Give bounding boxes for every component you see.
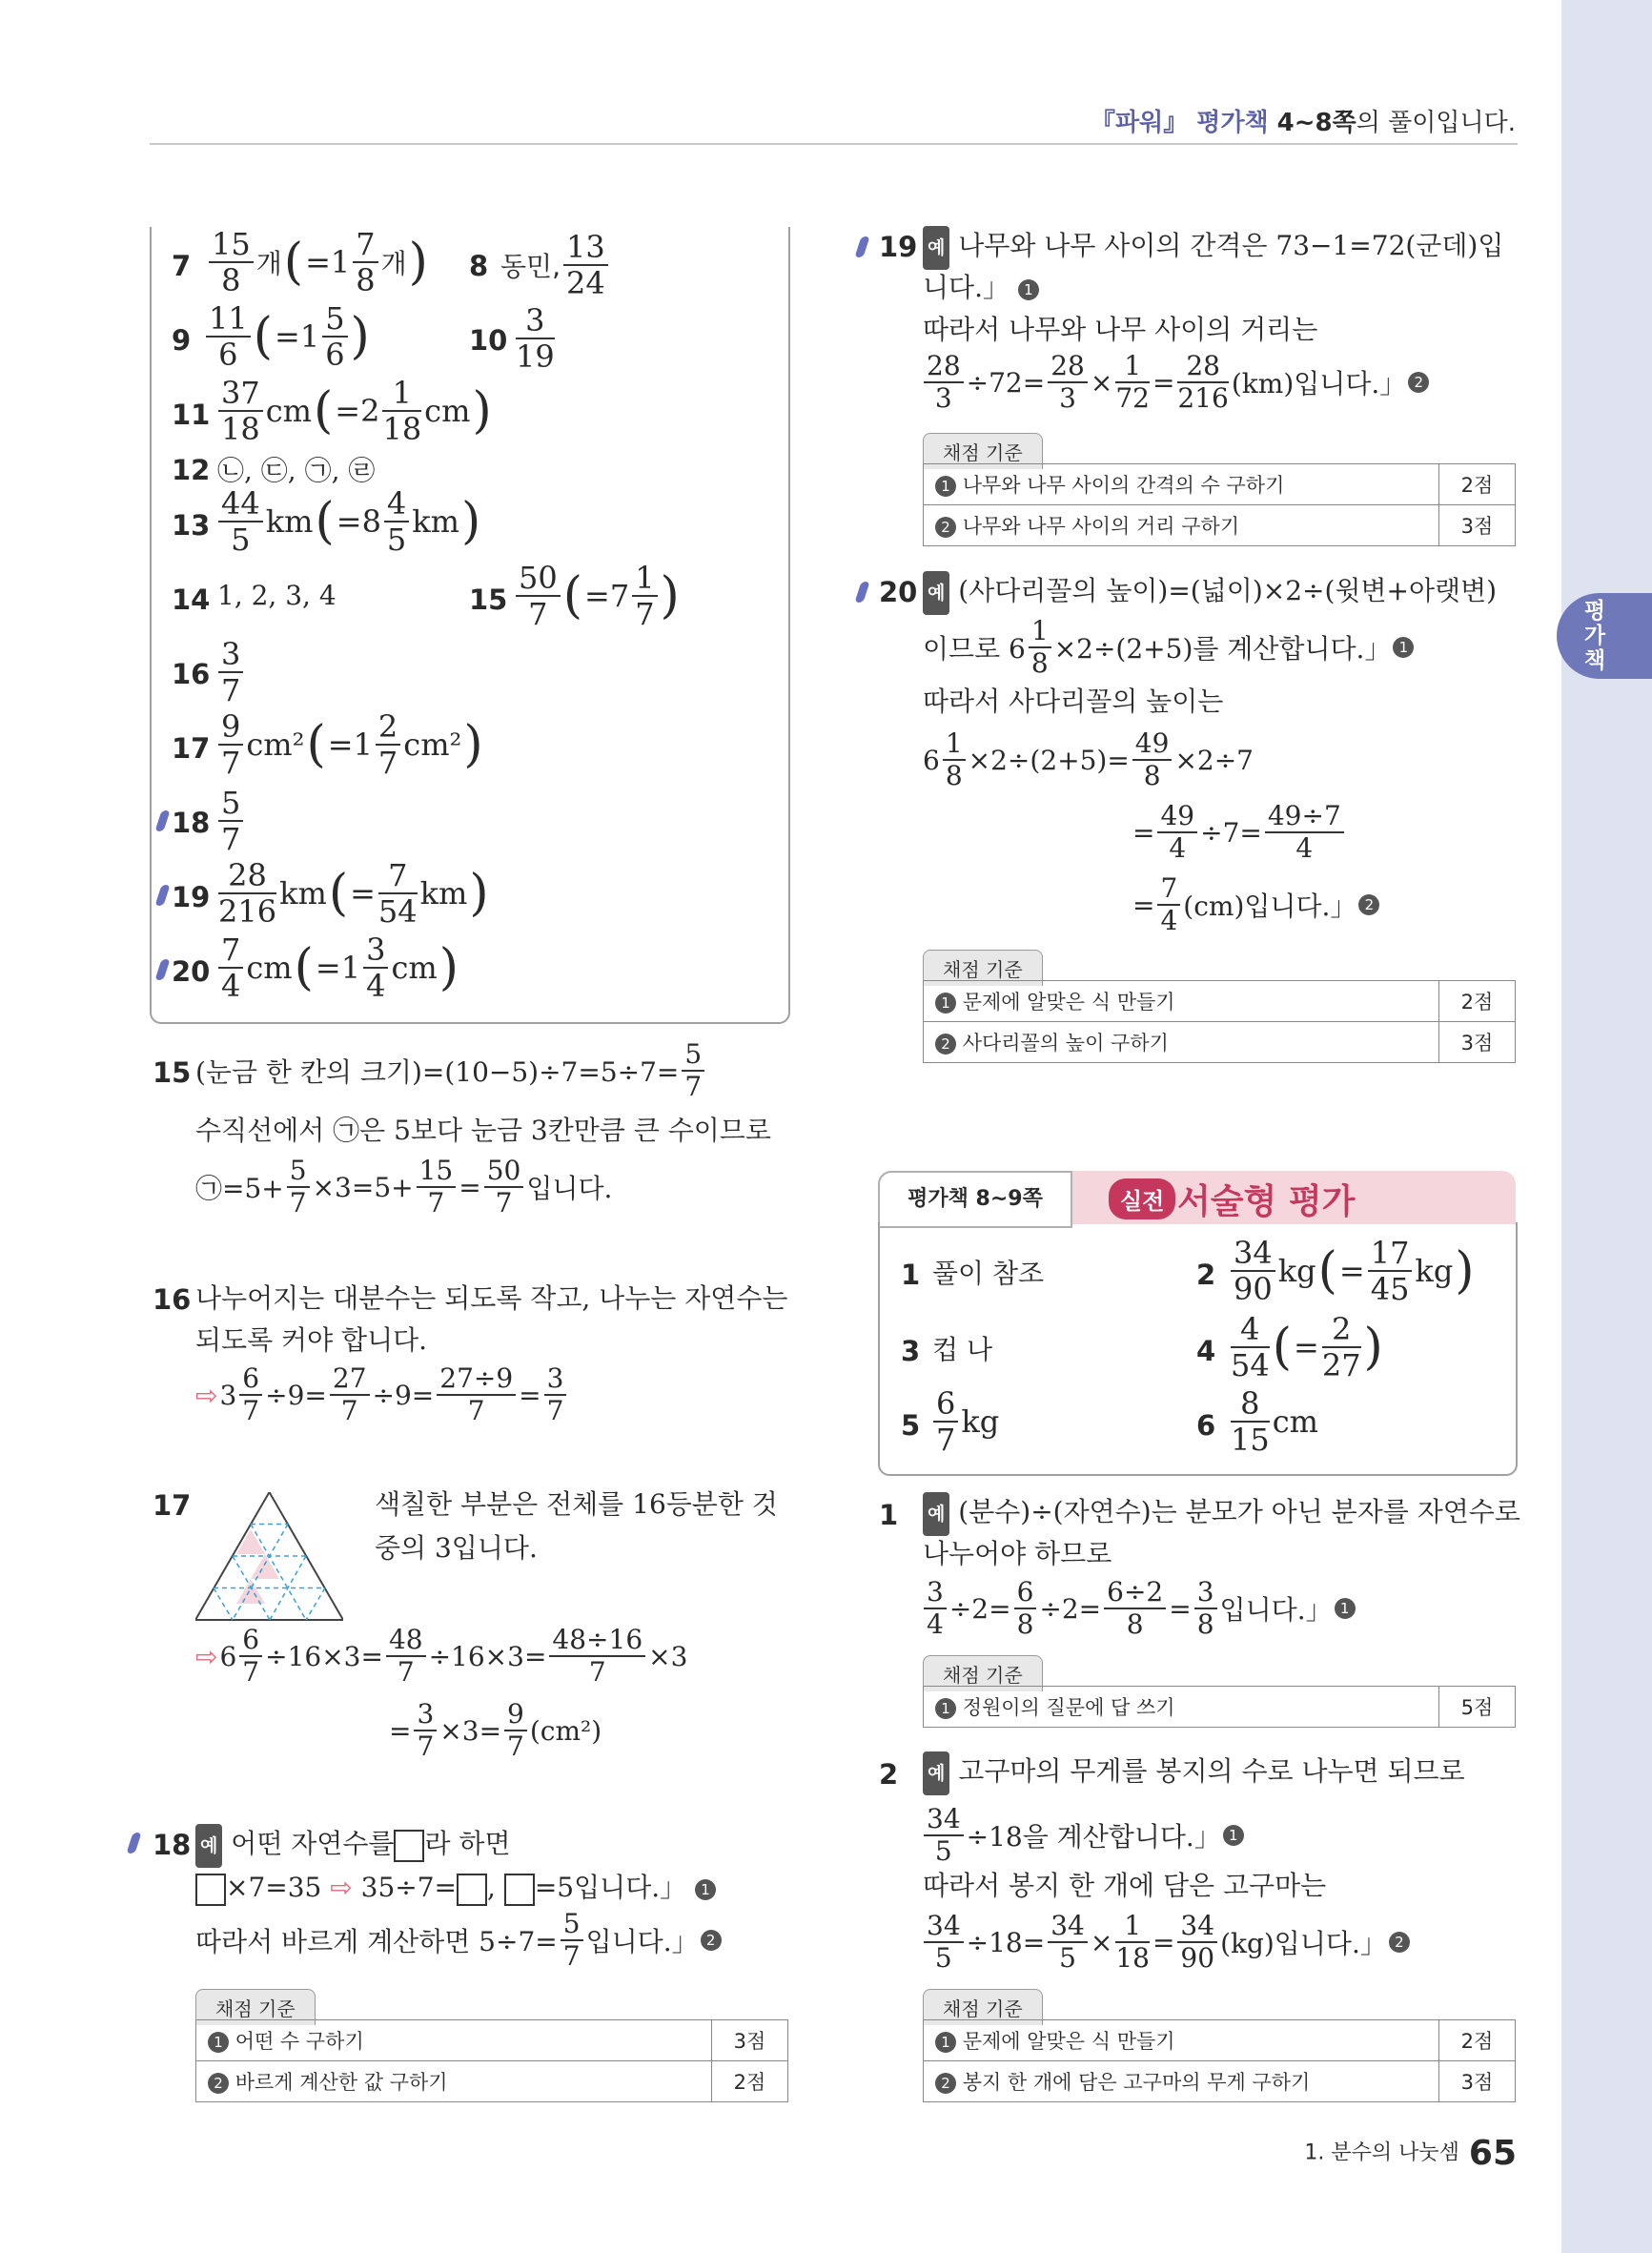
table-row: 1 문제에 알맞은 식 만들기 2점 [924,981,1516,1022]
answer-number: 13 [172,509,211,542]
step-1-icon: 1 [1393,637,1414,658]
answer-number: 4 [1196,1335,1216,1367]
sol15-line2: 수직선에서 ㉠은 5보다 눈금 3칸만큼 큰 수이므로 [195,1115,771,1146]
section-pill: 실전 [1109,1178,1175,1219]
criteria-label: 채점 기준 [923,950,1043,986]
answer-12: ㉡, ㉢, ㉠, ㉣ [217,455,376,486]
sol20-line2: 이므로 6 $\frac{1}{8}$ ×2÷(2+5)를 계산합니다.」 1 [923,618,1414,677]
answer-number: 10 [469,324,508,357]
criteria-table [923,1686,1516,1728]
answer-18: 5 7 [217,788,244,854]
step-1-icon: 1 [695,1879,716,1900]
solution-number: 17 [153,1489,192,1522]
answer-7: 15 8 개 ( =1 7 8 개 ) [208,229,428,296]
step-2-icon: 2 [1389,1932,1410,1953]
section-title: 서술형 평가 [1177,1182,1356,1221]
q2-line2: $\frac{34}{5}$ ÷18을 계산합니다.」 1 [923,1806,1244,1865]
answer-number: 9 [172,324,192,357]
answer-8: 동민, 13 24 [500,232,609,298]
criteria-label: 채점 기준 [195,1989,316,2025]
criteria-table [923,2019,1516,2102]
answer-number: 18 [172,807,211,839]
answer-number: 19 [172,881,211,913]
section-answer-2: 34 90 kg ( = $\frac{17}{45}$ kg ) [1230,1238,1475,1304]
arrow-icon: ⇨ [195,1379,218,1411]
sol15-line1: (눈금 한 칸의 크기)=(10−5)÷7=5÷7= $\frac{5}{7}$ [195,1041,705,1100]
answer-number: 8 [469,250,489,282]
step-1-icon: 1 [1223,1825,1244,1846]
answer-number: 14 [172,584,211,616]
header-book: 『파워』 평가책 [1090,109,1277,137]
sol15-line3: ㉠=5+ $\frac{5}{7}$ ×3=5+ $\frac{15}{7}$ = $\frac{50}{7}$ 입니다. [195,1155,613,1219]
blank-box [457,1874,487,1906]
answer-number: 17 [172,732,211,765]
section-answer-4: 4 54 ( = $\frac{2}{27}$ ) [1231,1311,1383,1383]
section-answer-5: 6 7 kg [932,1388,999,1455]
table-row: 1 나무와 나무 사이의 간격의 수 구하기 2점 [924,464,1516,505]
sol19-line2: 니다.」 1 [923,267,1039,309]
q2-line4: $\frac{34}{5}$ ÷18= $\frac{34}{5}$ × $\frac{1}{18}$ = $\frac{34}{90}$ (kg)입니다.」 2 [923,1913,1410,1972]
criteria-label: 채점 기준 [923,1655,1043,1691]
sol20-line6: = $\frac{7}{4}$ (cm)입니다.」 2 [1132,875,1379,934]
sol16-line3: ⇨ 3 $\frac{6}{7}$ ÷9= $\frac{27}{7}$ ÷9= $\frac{27\div 9}{7}$ = $\frac{3}{7}$ [195,1365,567,1424]
table-row: 1 어떤 수 구하기 3점 [196,2020,788,2061]
sol19-line4: $\frac{28}{3}$ ÷72= $\frac{28}{3}$ × $\frac{1}{72}$ = $\frac{28}{216}$ (km)입니다.」 2 [923,353,1429,412]
q1-line2: 나누어야 하므로 [923,1538,1112,1569]
solution-number: 20 [879,576,918,608]
sol16-line2: 되도록 커야 합니다. [195,1324,428,1356]
sol17-line4: = $\frac{3}{7}$ ×3= $\frac{9}{7}$ (cm²) [389,1698,602,1762]
sol17-line3: ⇨ 6 $\frac{6}{7}$ ÷16×3= $\frac{48}{7}$ ÷16×3= $\frac{48\div 16}{7}$ ×3 [195,1624,688,1688]
step-1-icon: 1 [1335,1598,1356,1619]
answer-number: 11 [172,399,211,431]
answer-number: 2 [1196,1259,1216,1291]
table-row: 2 나무와 나무 사이의 거리 구하기 3점 [924,505,1516,546]
sol17-line2: 중의 3입니다. [375,1532,538,1564]
answer-number: 5 [901,1409,921,1442]
chapter-tab-label: 평가책 [1583,599,1606,673]
blank-box [195,1874,226,1906]
answer-number: 20 [172,955,211,988]
answer-number: 7 [172,250,192,282]
solution-number: 18 [153,1829,192,1861]
answer-19: 28 216 km ( = $\frac{7}{54}$ km ) [218,857,489,930]
answer-number: 12 [172,454,211,486]
answer-16: 3 7 [217,639,244,706]
arrow-icon: ⇨ [195,1640,218,1672]
solution-number: 1 [879,1499,899,1531]
table-row: 2 바르게 계산한 값 구하기 2점 [196,2061,788,2102]
triangle-grid-figure [195,1492,343,1621]
answer-number: 1 [901,1259,921,1291]
criteria-label: 채점 기준 [923,433,1043,469]
solution-number: 15 [153,1056,192,1089]
answer-number: 15 [469,584,508,616]
pencil-mark-icon [158,810,167,835]
pencil-mark-icon [130,1833,138,1857]
table-row: 1 정원이의 질문에 답 쓰기 5점 [924,1687,1516,1728]
sol17-line1: 색칠한 부분은 전체를 16등분한 것 [375,1488,778,1520]
sol18-line1: 예 어떤 자연수를 라 하면 [195,1823,511,1868]
pencil-mark-icon [858,236,867,261]
blank-box [394,1830,424,1862]
pencil-mark-icon [158,885,167,910]
answer-9: 11 6 ( =1 5 6 ) [205,303,370,370]
answer-17: 9 7 cm² ( =1 2 7 cm² ) [217,711,483,778]
arrow-icon: ⇨ [330,1872,353,1903]
sol20-line5: = $\frac{49}{4}$ ÷7= $\frac{49\div 7}{4}$ [1132,803,1345,862]
section-pages-label: 평가책 8~9쪽 [878,1171,1072,1228]
step-2-icon: 2 [1408,372,1429,393]
fraction: 15 8 [209,229,254,296]
section-answer-1: 풀이 참조 [932,1258,1045,1289]
q2-line1: 예 고구마의 무게를 봉지의 수로 나누면 되므로 [923,1751,1465,1795]
answer-number: 16 [172,658,211,690]
sol19-line3: 따라서 나무와 나무 사이의 거리는 [923,314,1318,345]
header-divider [150,143,1518,145]
criteria-label: 채점 기준 [923,1989,1043,2025]
sol18-line2: ×7=35 ⇨ 35÷7= , =5입니다.」 1 [195,1867,716,1909]
solution-number: 2 [879,1758,899,1791]
example-badge: 예 [195,1824,222,1868]
sol20-line1: 예 (사다리꼴의 높이)=(넓이)×2÷(윗변+아랫변) [923,570,1497,615]
example-badge: 예 [923,1751,949,1795]
solution-number: 19 [879,231,918,263]
sol18-line3: 따라서 바르게 계산하면 5÷7= $\frac{5}{7}$ 입니다.」 2 [195,1911,722,1970]
answer-number: 3 [901,1335,921,1367]
step-2-icon: 2 [701,1930,722,1951]
section-answer-6: 8 15 cm [1231,1385,1318,1458]
page-footer [1304,2134,1517,2173]
example-badge: 예 [923,571,949,615]
sol16-line1: 나누어지는 대분수는 되도록 작고, 나누는 자연수는 [195,1282,788,1314]
answer-10: 3 19 [516,302,555,375]
sidebar-strip [1561,0,1652,2253]
solution-number: 16 [153,1283,192,1316]
criteria-table [923,980,1516,1063]
sol20-line3: 따라서 사다리꼴의 높이는 [923,686,1224,717]
q2-line3: 따라서 봉지 한 개에 담은 고구마는 [923,1870,1327,1901]
answer-20: 7 4 cm ( =1 3 4 cm ) [217,934,459,1001]
table-row: 2 사다리꼴의 높이 구하기 3점 [924,1022,1516,1063]
pencil-mark-icon [158,959,167,984]
header-suffix: 의 풀이입니다. [1356,109,1516,137]
sol20-line4: 6 $\frac{1}{8}$ ×2÷(2+5)= $\frac{49}{8}$ ×2÷7 [923,727,1254,791]
sol19-line1: 예 나무와 나무 사이의 간격은 73−1=72(군데)입 [923,225,1503,270]
step-1-icon: 1 [1018,279,1039,300]
criteria-table [195,2019,788,2102]
table-row: 2 봉지 한 개에 담은 고구마의 무게 구하기 3점 [924,2061,1516,2102]
pencil-mark-icon [858,582,867,606]
answer-11: 37 18 cm ( =2 1 18 cm ) [217,378,492,444]
footer-chapter: 1. 분수의 나눗셈 [1304,2140,1459,2165]
criteria-table [923,463,1516,546]
answer-15: 50 7 ( =7 1 7 ) [515,563,680,629]
q1-line3: $\frac{3}{4}$ ÷2= $\frac{6}{8}$ ÷2= $\frac{6\div 2}{8}$ = $\frac{3}{8}$ 입니다.」 1 [923,1579,1356,1638]
answer-number: 6 [1196,1409,1216,1442]
section-answer-3: 컵 나 [932,1334,992,1365]
page-number: 65 [1468,2134,1517,2173]
q1-line1: 예 (분수)÷(자연수)는 분모가 아닌 분자를 자연수로 [923,1491,1520,1536]
answer-13: 44 5 km ( =8 4 5 km ) [217,488,480,555]
blank-box [504,1874,535,1906]
header-pages: 4~8쪽 [1276,109,1356,137]
table-row: 1 문제에 알맞은 식 만들기 2점 [924,2020,1516,2061]
page-header [1091,103,1516,138]
example-badge: 예 [923,226,949,270]
step-2-icon: 2 [1358,894,1379,915]
answer-14: 1, 2, 3, 4 [217,580,337,611]
example-badge: 예 [923,1492,949,1536]
